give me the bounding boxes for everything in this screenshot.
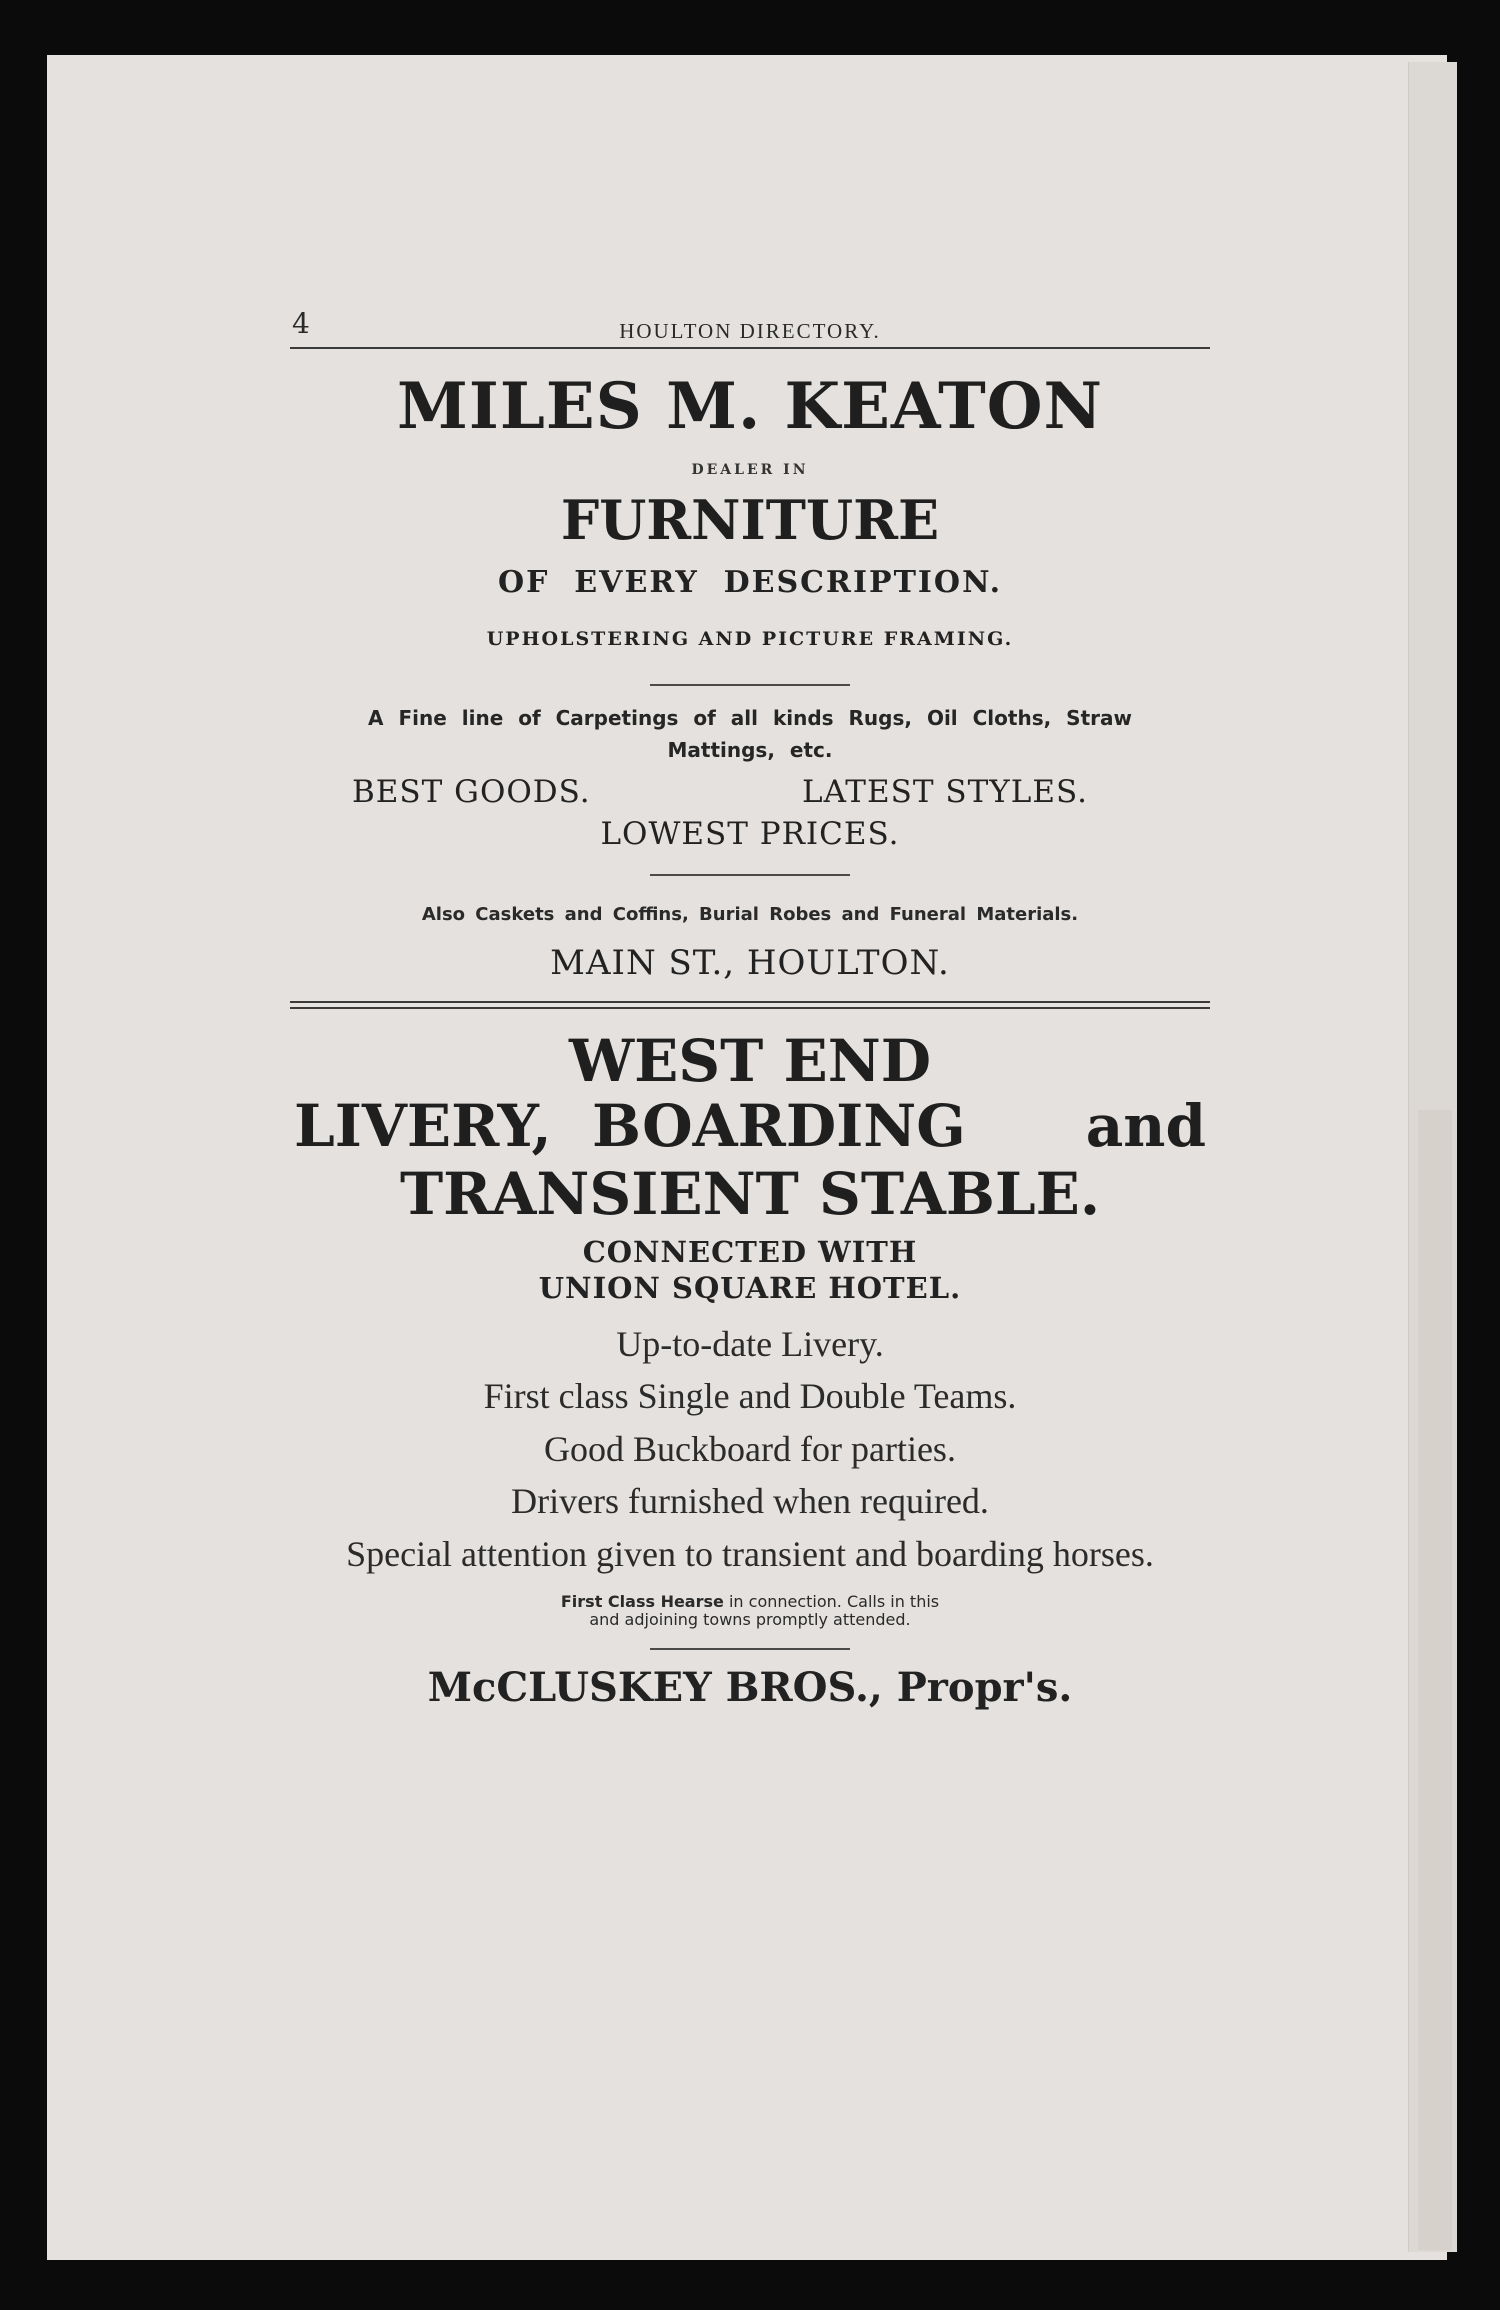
address-line: MAIN ST., HOULTON. (550, 942, 950, 983)
stable-title-livery-boarding: LIVERY, BOARDING (294, 1091, 966, 1160)
services-line: UPHOLSTERING AND PICTURE FRAMING. (486, 627, 1014, 650)
page-content (290, 305, 1210, 1711)
hearse-line-1 (290, 1593, 1210, 1611)
advertisement-west-end-stable (290, 1026, 1210, 1711)
stable-title-line-2 (290, 1091, 1210, 1160)
product-heading: FURNITURE (560, 488, 940, 553)
divider-rule (650, 684, 850, 686)
page-edge-lower (1418, 1110, 1452, 2250)
slogan-latest-styles: LATEST STYLES. (802, 773, 1088, 810)
carpet-line-1: A Fine line of Carpetings of all kinds Rugs, Oil Cloths, Straw (368, 705, 1132, 730)
page-number: 4 (292, 307, 310, 340)
hearse-line-2: and adjoining towns promptly attended. (589, 1610, 911, 1630)
section-double-rule (290, 1001, 1210, 1009)
slogan-lowest-prices: LOWEST PRICES. (600, 815, 900, 852)
slogan-row (290, 774, 1210, 814)
stable-title-line-3: TRANSIENT STABLE. (399, 1159, 1101, 1228)
product-subheading: OF EVERY DESCRIPTION. (497, 564, 1003, 600)
connected-line-1: CONNECTED WITH (582, 1234, 918, 1269)
running-head: HOULTON DIRECTORY. (619, 319, 881, 343)
stable-title-line-1: WEST END (568, 1026, 932, 1095)
connected-line-2: UNION SQUARE HOTEL. (538, 1270, 962, 1305)
divider-rule (650, 874, 850, 876)
advertisement-keaton (290, 369, 1210, 983)
feature-teams: First class Single and Double Teams. (483, 1376, 1017, 1417)
slogan-best-goods: BEST GOODS. (352, 773, 591, 810)
divider-rule (650, 1648, 850, 1650)
hearse-rest: in connection. Calls in this (728, 1592, 940, 1611)
caskets-line: Also Caskets and Coffins, Burial Robes and Funeral Materials. (421, 903, 1079, 925)
proprietors-line: McCLUSKEY BROS., Propr's. (427, 1663, 1073, 1711)
feature-special-attention: Special attention given to transient and boarding horses. (346, 1533, 1154, 1574)
advertiser-name: MILES M. KEATON (397, 369, 1103, 444)
feature-livery: Up-to-date Livery. (616, 1323, 884, 1364)
feature-buckboard: Good Buckboard for parties. (544, 1428, 956, 1469)
stable-title-and: and (1085, 1091, 1206, 1160)
dealer-in-label: DEALER IN (691, 462, 809, 479)
feature-drivers: Drivers furnished when required. (511, 1481, 989, 1522)
hearse-bold: First Class Hearse (560, 1592, 724, 1611)
carpet-line-2: Mattings, etc. (667, 737, 833, 762)
page-header (290, 305, 1210, 349)
